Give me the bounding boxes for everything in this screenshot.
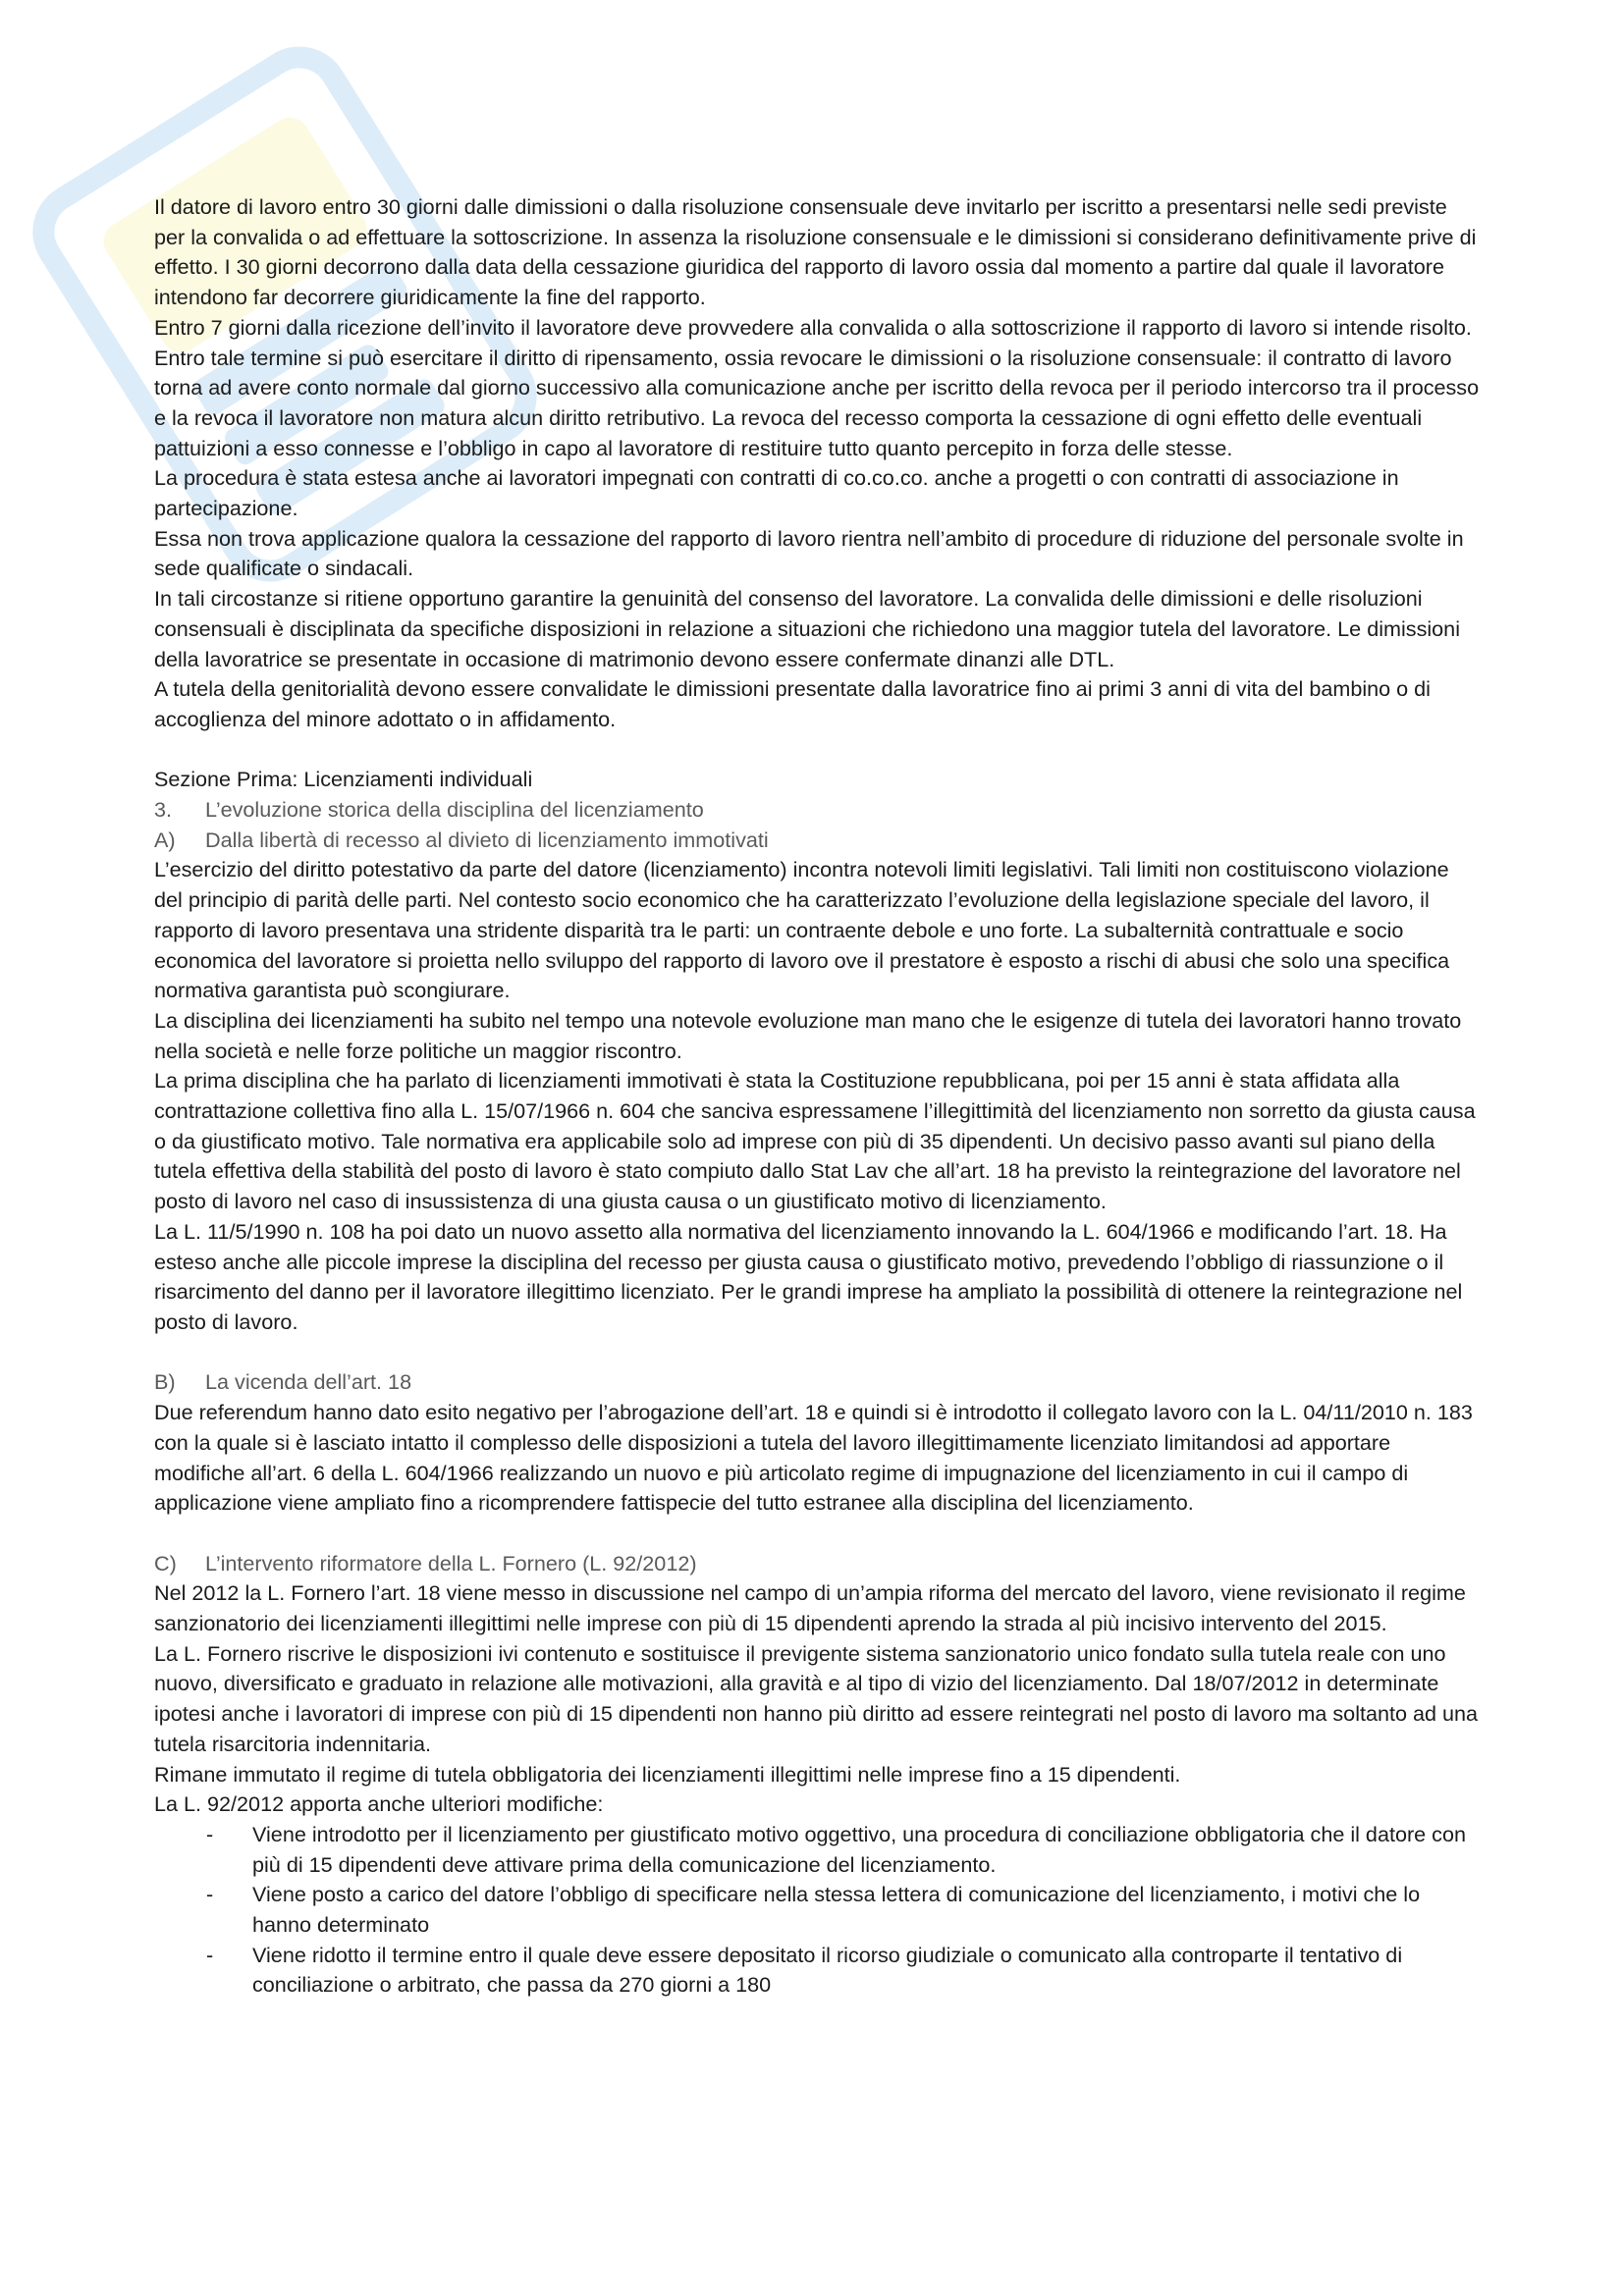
paragraph: La L. Fornero riscrive le disposizioni ivi contenuto e sostituisce il previgente sistema sanzionatorio unico fondato sulla tutela reale con uno nuovo, diversificato e graduato in relazione alle motivazioni, alla gravità e al tipo di vizio del licenziamento. Dal 18/07/2012 in determinate ipotesi anche i lavoratori di imprese con più di 15 dipendenti non hanno più diritto ad essere reintegrati nel posto di lavoro ma soltanto ad una tutela risarcitoria indennitaria. xyxy=(154,1640,1479,1756)
list-marker: - xyxy=(206,1821,214,1846)
heading-b xyxy=(154,1367,1480,1398)
paragraph: In tali circostanze si ritiene opportuno garantire la genuinità del consenso del lavoratore. La convalida delle dimissioni e delle risoluzioni consensuali è disciplinata da specifiche disposizioni in relazione a situazioni che richiedono una maggior tutela del lavoratore. Le dimissioni della lavoratrice se presentate in occasione di matrimonio devono essere confermate dinanzi alle DTL. xyxy=(154,586,1460,671)
modifications-list xyxy=(154,1820,1480,2001)
heading-3 xyxy=(154,795,1480,826)
list-item xyxy=(154,1941,1480,2001)
paragraph: L’esercizio del diritto potestativo da parte del datore (licenziamento) incontra notevoli limiti legislativi. Tali limiti non costituiscono violazione del principio di parità delle parti. Nel contesto socio economico che ha caratterizzato l’evoluzione della legislazione speciale del lavoro, il rapporto di lavoro presentava una stridente disparità tra le parti: un contraente debole e uno forte. La subalternità contrattuale e socio economica del lavoratore si proietta nello sviluppo del rapporto di lavoro ove il prestatore è esposto a rischi di abusi che solo una specifica normativa garantista può scongiurare. xyxy=(154,857,1450,1003)
paragraph: Il datore di lavoro entro 30 giorni dalle dimissioni o dalla risoluzione consensuale deve invitarlo per iscritto a presentarsi nelle sedi previste per la convalida o ad effettuare la sottoscrizione. In assenza la risoluzione consensuale e le dimissioni si considerano definitivamente prive di effetto. I 30 giorni decorrono dalla data della cessazione giuridica del rapporto di lavoro ossia dal momento a partire dal quale il lavoratore intendono far decorrere giuridicamente la fine del rapporto. xyxy=(154,194,1477,310)
section-title: Sezione Prima: Licenziamenti individuali xyxy=(154,767,533,792)
paragraph: Rimane immutato il regime di tutela obbligatoria dei licenziamenti illegittimi nelle imprese fino a 15 dipendenti. xyxy=(154,1761,1181,1787)
paragraph: La disciplina dei licenziamenti ha subito nel tempo una notevole evoluzione man mano che le esigenze di tutela dei lavoratori hanno trovato nella società e nelle forze politiche un maggior riscontro. xyxy=(154,1007,1462,1063)
heading-3-marker: 3. xyxy=(154,797,173,823)
paragraph: Due referendum hanno dato esito negativo per l’abrogazione dell’art. 18 e quindi si è introdotto il collegato lavoro con la L. 04/11/2010 n. 183 con la quale si è lasciato intatto il complesso delle disposizioni a tutela del lavoro illegittimamente licenziato limitandosi ad apportare modifiche all’art. 6 della L. 604/1966 realizzando un nuovo e più articolato regime di impugnazione del licenziamento in cui il campo di applicazione viene ampliato fino a ricomprendere fattispecie del tutto estranee alla disciplina del licenziamento. xyxy=(154,1400,1473,1516)
list-item-text: Viene ridotto il termine entro il quale deve essere depositato il ricorso giudiziale o comunicato alla controparte il tentativo di conciliazione o arbitrato, che passa da 270 giorni a 180 xyxy=(252,1942,1403,1998)
paragraph: A tutela della genitorialità devono essere convalidate le dimissioni presentate dalla lavoratrice fino ai primi 3 anni di vita del bambino o di accoglienza del minore adottato o in affidamento. xyxy=(154,676,1431,731)
paragraph: Entro 7 giorni dalla ricezione dell’invito il lavoratore deve provvedere alla convalida o alla sottoscrizione il rapporto di lavoro si intende risolto. xyxy=(154,314,1472,340)
heading-a-marker: A) xyxy=(154,827,176,852)
heading-c xyxy=(154,1549,1480,1579)
list-item-text: Viene posto a carico del datore l’obbligo di specificare nella stessa lettera di comunicazione del licenziamento, i motivi che lo hanno determinato xyxy=(252,1882,1421,1938)
heading-b-text: La vicenda dell’art. 18 xyxy=(205,1369,412,1395)
heading-b-marker: B) xyxy=(154,1369,176,1395)
paragraph: La prima disciplina che ha parlato di licenziamenti immotivati è stata la Costituzione repubblicana, poi per 15 anni è stata affidata alla contrattazione collettiva fino alla L. 15/07/1966 n. 604 che sanciva espressamene l’illegittimità del licenziamento non sorretto da giusta causa o da giustificato motivo. Tale normativa era applicabile solo ad imprese con più di 35 dipendenti. Un decisivo passo avanti sul piano della tutela effettiva della stabilità del posto di lavoro è stato compiuto dallo Stat Lav che all’art. 18 ha previsto la reintegrazione del lavoratore nel posto di lavoro nel caso di insussistenza di una giusta causa o un giustificato motivo di licenziamento. xyxy=(154,1068,1476,1214)
paragraph: La L. 11/5/1990 n. 108 ha poi dato un nuovo assetto alla normativa del licenziamento innovando la L. 604/1966 e modificando l’art. 18. Ha esteso anche alle piccole imprese la disciplina del recesso per giusta causa o giustificato motivo, prevedendo l’obbligo di riassunzione o il risarcimento del danno per il lavoratore illegittimo licenziato. Per le grandi imprese ha ampliato la possibilità di ottenere la reintegrazione nel posto di lavoro. xyxy=(154,1218,1463,1334)
heading-3-text: L’evoluzione storica della disciplina del licenziamento xyxy=(205,797,704,823)
heading-c-text: L’intervento riformatore della L. Fornero (L. 92/2012) xyxy=(205,1550,697,1575)
list-marker: - xyxy=(206,1942,214,1967)
paragraph: La L. 92/2012 apporta anche ulteriori modifiche: xyxy=(154,1791,604,1817)
paragraph: Entro tale termine si può esercitare il diritto di ripensamento, ossia revocare le dimissioni o la risoluzione consensuale: il contratto di lavoro torna ad avere conto normale dal giorno successivo alla comunicazione anche per iscritto della revoca per il periodo intercorso tra il processo e la revoca il lavoratore non matura alcun diritto retributivo. La revoca del recesso comporta la cessazione di ogni effetto delle eventuali pattuizioni a esso connesse e l’obbligo in capo al lavoratore di restituire tutto quanto percepito in forza delle stesse. xyxy=(154,345,1480,460)
list-item xyxy=(154,1820,1480,1880)
paragraph: Essa non trova applicazione qualora la cessazione del rapporto di lavoro rientra nell’ambito di procedure di riduzione del personale svolte in sede qualificate o sindacali. xyxy=(154,525,1464,581)
document-body xyxy=(154,192,1480,2001)
list-item xyxy=(154,1880,1480,1940)
paragraph: La procedura è stata estesa anche ai lavoratori impegnati con contratti di co.co.co. anche a progetti o con contratti di associazione in partecipazione. xyxy=(154,465,1399,521)
list-marker: - xyxy=(206,1882,214,1907)
heading-a-text: Dalla libertà di recesso al divieto di licenziamento immotivati xyxy=(205,827,769,852)
heading-a xyxy=(154,826,1480,856)
heading-c-marker: C) xyxy=(154,1550,177,1575)
paragraph: Nel 2012 la L. Fornero l’art. 18 viene messo in discussione nel campo di un’ampia riforma del mercato del lavoro, viene revisionato il regime sanzionatorio dei licenziamenti illegittimi nelle imprese con più di 15 dipendenti aprendo la strada al più incisivo intervento del 2015. xyxy=(154,1580,1466,1635)
list-item-text: Viene introdotto per il licenziamento per giustificato motivo oggettivo, una procedura di conciliazione obbligatoria che il datore con più di 15 dipendenti deve attivare prima della comunicazione del licenziamento. xyxy=(252,1821,1466,1877)
